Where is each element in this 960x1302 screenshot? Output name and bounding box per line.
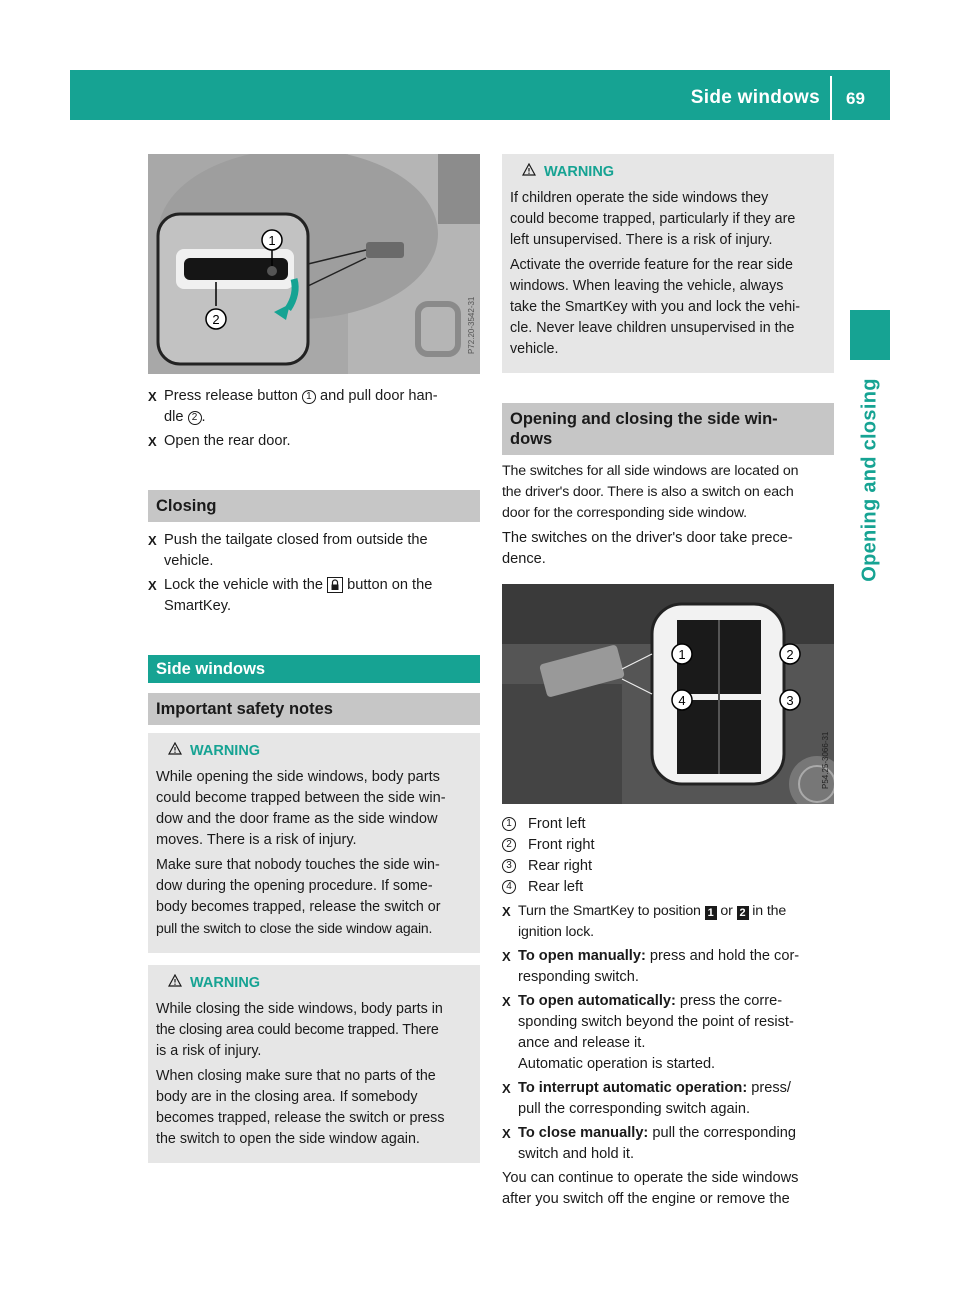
chapter-tab — [850, 310, 890, 360]
tailgate-handle-photo — [148, 154, 480, 374]
section-title: Side windows — [690, 87, 820, 108]
step-arrow-icon: X — [148, 434, 157, 449]
closing-steps — [148, 530, 480, 617]
switch-legend — [502, 814, 834, 898]
warning-title: WARNING — [510, 162, 826, 183]
step-close-manually: X To close manually: pull the corresponding switch and hold it. — [502, 1125, 796, 1162]
warning-box-closing — [148, 965, 480, 1163]
warning-triangle-icon — [522, 162, 536, 183]
step-arrow-icon: X — [502, 994, 511, 1009]
warning-title: WARNING — [156, 973, 472, 994]
warning-paragraph: While opening the side windows, body parts could become trapped between the side win- dow and the door frame as the side window moves. There is a risk of injury. — [156, 769, 446, 848]
warning-triangle-icon — [168, 741, 182, 762]
photo-code: P54.25-3066-31 — [821, 731, 830, 789]
step-open-automatically: X To open automatically: press the corre- sponding switch beyond the point of resist- ance and release it. Automatic operation is started. — [502, 993, 794, 1072]
left-column — [148, 154, 480, 1163]
step-interrupt-automatic: X To interrupt automatic operation: press/ pull the corresponding switch again. — [502, 1080, 791, 1117]
warning-paragraph: When closing make sure that no parts of the body are in the closing area. If somebody becomes trapped, release the switch or press the switch to open the side window again. — [156, 1068, 445, 1147]
step-arrow-icon: X — [502, 1081, 511, 1096]
callout-4-label: 4 — [678, 693, 686, 708]
warning-paragraph: Activate the override feature for the rear side windows. When leaving the vehicle, always take the SmartKey with you and lock the vehi- cle. Never leave children unsupervised in the vehicle. — [510, 257, 801, 357]
callout-1-label: 1 — [678, 647, 686, 662]
ref-1-icon: 1 — [302, 390, 316, 404]
right-column — [502, 154, 834, 1214]
warning-paragraph: While closing the side windows, body parts in the closing area could become trapped. There is a risk of injury. — [156, 1001, 443, 1059]
step-arrow-icon: X — [502, 949, 511, 964]
chapter-label: Opening and closing — [858, 378, 881, 582]
step-press-release: X Press release button 1 and pull door han- dle 2 . — [148, 388, 438, 425]
step-arrow-icon: X — [148, 578, 157, 593]
window-steps — [502, 901, 834, 1165]
step-arrow-icon: X — [502, 904, 511, 919]
step-arrow-icon: X — [148, 533, 157, 548]
page-number: 69 — [846, 89, 865, 108]
step-turn-smartkey: X Turn the SmartKey to position 1 or 2 in the ignition lock. — [502, 903, 787, 940]
release-steps — [148, 386, 480, 452]
precedence-paragraph: The switches on the driver's door take prece- dence. — [502, 530, 793, 567]
heading-side-windows: Side windows — [148, 655, 480, 683]
warning-box-children — [502, 154, 834, 373]
warning-box-opening — [148, 733, 480, 953]
lock-icon — [327, 577, 343, 593]
position-1-icon: 1 — [705, 906, 717, 920]
callout-3-label: 3 — [786, 693, 794, 708]
window-switches-illustration — [502, 584, 834, 804]
warning-triangle-icon — [168, 973, 182, 994]
step-arrow-icon: X — [502, 1126, 511, 1141]
warning-paragraph: If children operate the side windows they could become trapped, particularly if they are left unsupervised. There is a risk of injury. — [510, 190, 796, 248]
heading-opening-closing-side-windows: Opening and closing the side win- dows — [502, 403, 834, 455]
warning-title: WARNING — [156, 741, 472, 762]
window-switches-photo — [502, 584, 834, 804]
photo-code: P72.20-3542-31 — [467, 296, 476, 354]
callout-2-label: 2 — [212, 312, 220, 327]
callout-2-label: 2 — [786, 647, 794, 662]
step-open-manually: X To open manually: press and hold the cor- responding switch. — [502, 948, 800, 985]
outro-paragraph: You can continue to operate the side windows after you switch off the engine or remove the — [502, 1170, 799, 1207]
tailgate-illustration — [148, 154, 480, 374]
header-separator — [830, 76, 832, 120]
step-arrow-icon: X — [148, 389, 157, 404]
warning-paragraph: Make sure that nobody touches the side win- dow during the opening procedure. If some- body becomes trapped, release the switch or pull the switch to close the side window again. — [156, 857, 441, 936]
legend-item: 3 Rear right — [502, 856, 834, 877]
position-2-icon: 2 — [737, 906, 749, 920]
legend-item: 4 Rear left — [502, 877, 834, 898]
legend-item: 2 Front right — [502, 835, 834, 856]
step-push-tailgate: X Push the tailgate closed from outside the vehicle. — [148, 532, 428, 569]
heading-closing: Closing — [148, 490, 480, 522]
callout-1-label: 1 — [268, 233, 276, 248]
step-lock-vehicle: X Lock the vehicle with the button on the SmartKey. — [148, 577, 433, 614]
step-open-rear-door: X Open the rear door. — [148, 431, 480, 452]
heading-important-safety-notes: Important safety notes — [148, 693, 480, 725]
ref-2-icon: 2 — [188, 411, 202, 425]
legend-item: 1 Front left — [502, 814, 834, 835]
intro-paragraph: The switches for all side windows are located on the driver's door. There is also a switch on each door for the corresponding side window. — [502, 463, 799, 521]
